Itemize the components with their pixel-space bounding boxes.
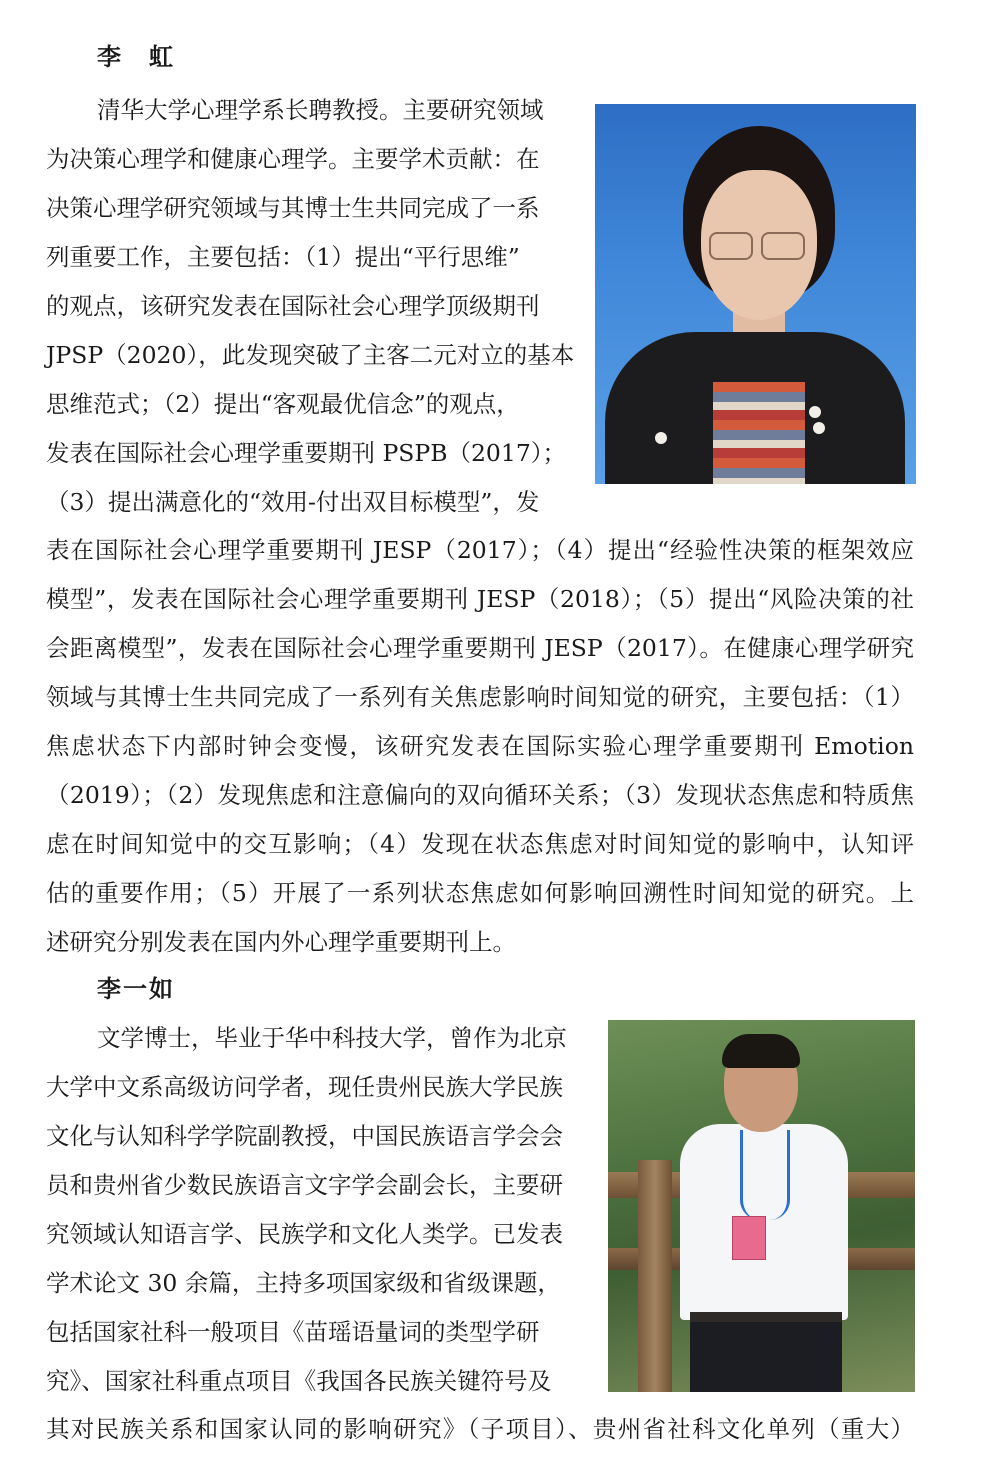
bio-line: 包括国家社科一般项目《苗瑶语量词的类型学研 (46, 1318, 540, 1346)
bio-line: 究领域认知语言学、民族学和文化人类学。已发表 (46, 1220, 563, 1248)
bio-line: 文学博士，毕业于华中科技大学，曾作为北京 (97, 1024, 567, 1052)
person-name: 李一如 (97, 975, 175, 1003)
bio-line: 决策心理学研究领域与其博士生共同完成了一系 (46, 194, 540, 222)
bio-line: 领域与其博士生共同完成了一系列有关焦虑影响时间知觉的研究，主要包括：（1） (46, 683, 914, 711)
bio-line: 为决策心理学和健康心理学。主要学术贡献：在 (46, 145, 540, 173)
bio-line: 的观点，该研究发表在国际社会心理学顶级期刊 (46, 292, 540, 320)
bio-line: 清华大学心理学系长聘教授。主要研究领域 (97, 96, 544, 124)
bio-line: 列重要工作，主要包括：（1）提出“平行思维” (46, 243, 520, 271)
portrait-photo (608, 1020, 915, 1392)
bio-line: （2019）；（2）发现焦虑和注意偏向的双向循环关系；（3）发现状态焦虑和特质焦 (46, 781, 914, 809)
bio-line: 员和贵州省少数民族语言文字学会副会长，主要研 (46, 1171, 563, 1199)
bio-line: 思维范式；（2）提出“客观最优信念”的观点， (46, 390, 520, 418)
bio-line: 发表在国际社会心理学重要期刊 PSPB（2017）； (46, 439, 567, 467)
bio-line: JPSP（2020），此发现突破了主客二元对立的基本 (46, 341, 575, 369)
person-name: 李 虹 (97, 43, 175, 71)
bio-line: 焦虑状态下内部时钟会变慢，该研究发表在国际实验心理学重要期刊 Emotion (46, 732, 914, 760)
bio-line: （3）提出满意化的“效用-付出双目标模型”，发 (46, 488, 540, 516)
bio-line: 学术论文 30 余篇，主持多项国家级和省级课题， (46, 1269, 561, 1297)
portrait-photo (595, 104, 916, 484)
bio-line: 文化与认知科学学院副教授，中国民族语言学会会 (46, 1122, 563, 1150)
bio-line: 表在国际社会心理学重要期刊 JESP（2017）；（4）提出“经验性决策的框架效应 (46, 536, 914, 564)
bio-line: 会距离模型”，发表在国际社会心理学重要期刊 JESP（2017）。在健康心理学研究 (46, 634, 914, 662)
bio-line: 大学中文系高级访问学者，现任贵州民族大学民族 (46, 1073, 563, 1101)
bio-line: 其对民族关系和国家认同的影响研究》（子项目）、贵州省社科文化单列（重大） (46, 1415, 914, 1443)
bio-line: 估的重要作用；（5）开展了一系列状态焦虑如何影响回溯性时间知觉的研究。上 (46, 879, 914, 907)
bio-line: 虑在时间知觉中的交互影响；（4）发现在状态焦虑对时间知觉的影响中，认知评 (46, 830, 914, 858)
bio-line: 究》、国家社科重点项目《我国各民族关键符号及 (46, 1367, 552, 1395)
bio-line: 模型”，发表在国际社会心理学重要期刊 JESP（2018）；（5）提出“风险决策的社 (46, 585, 914, 613)
bio-line: 述研究分别发表在国内外心理学重要期刊上。 (46, 928, 516, 956)
